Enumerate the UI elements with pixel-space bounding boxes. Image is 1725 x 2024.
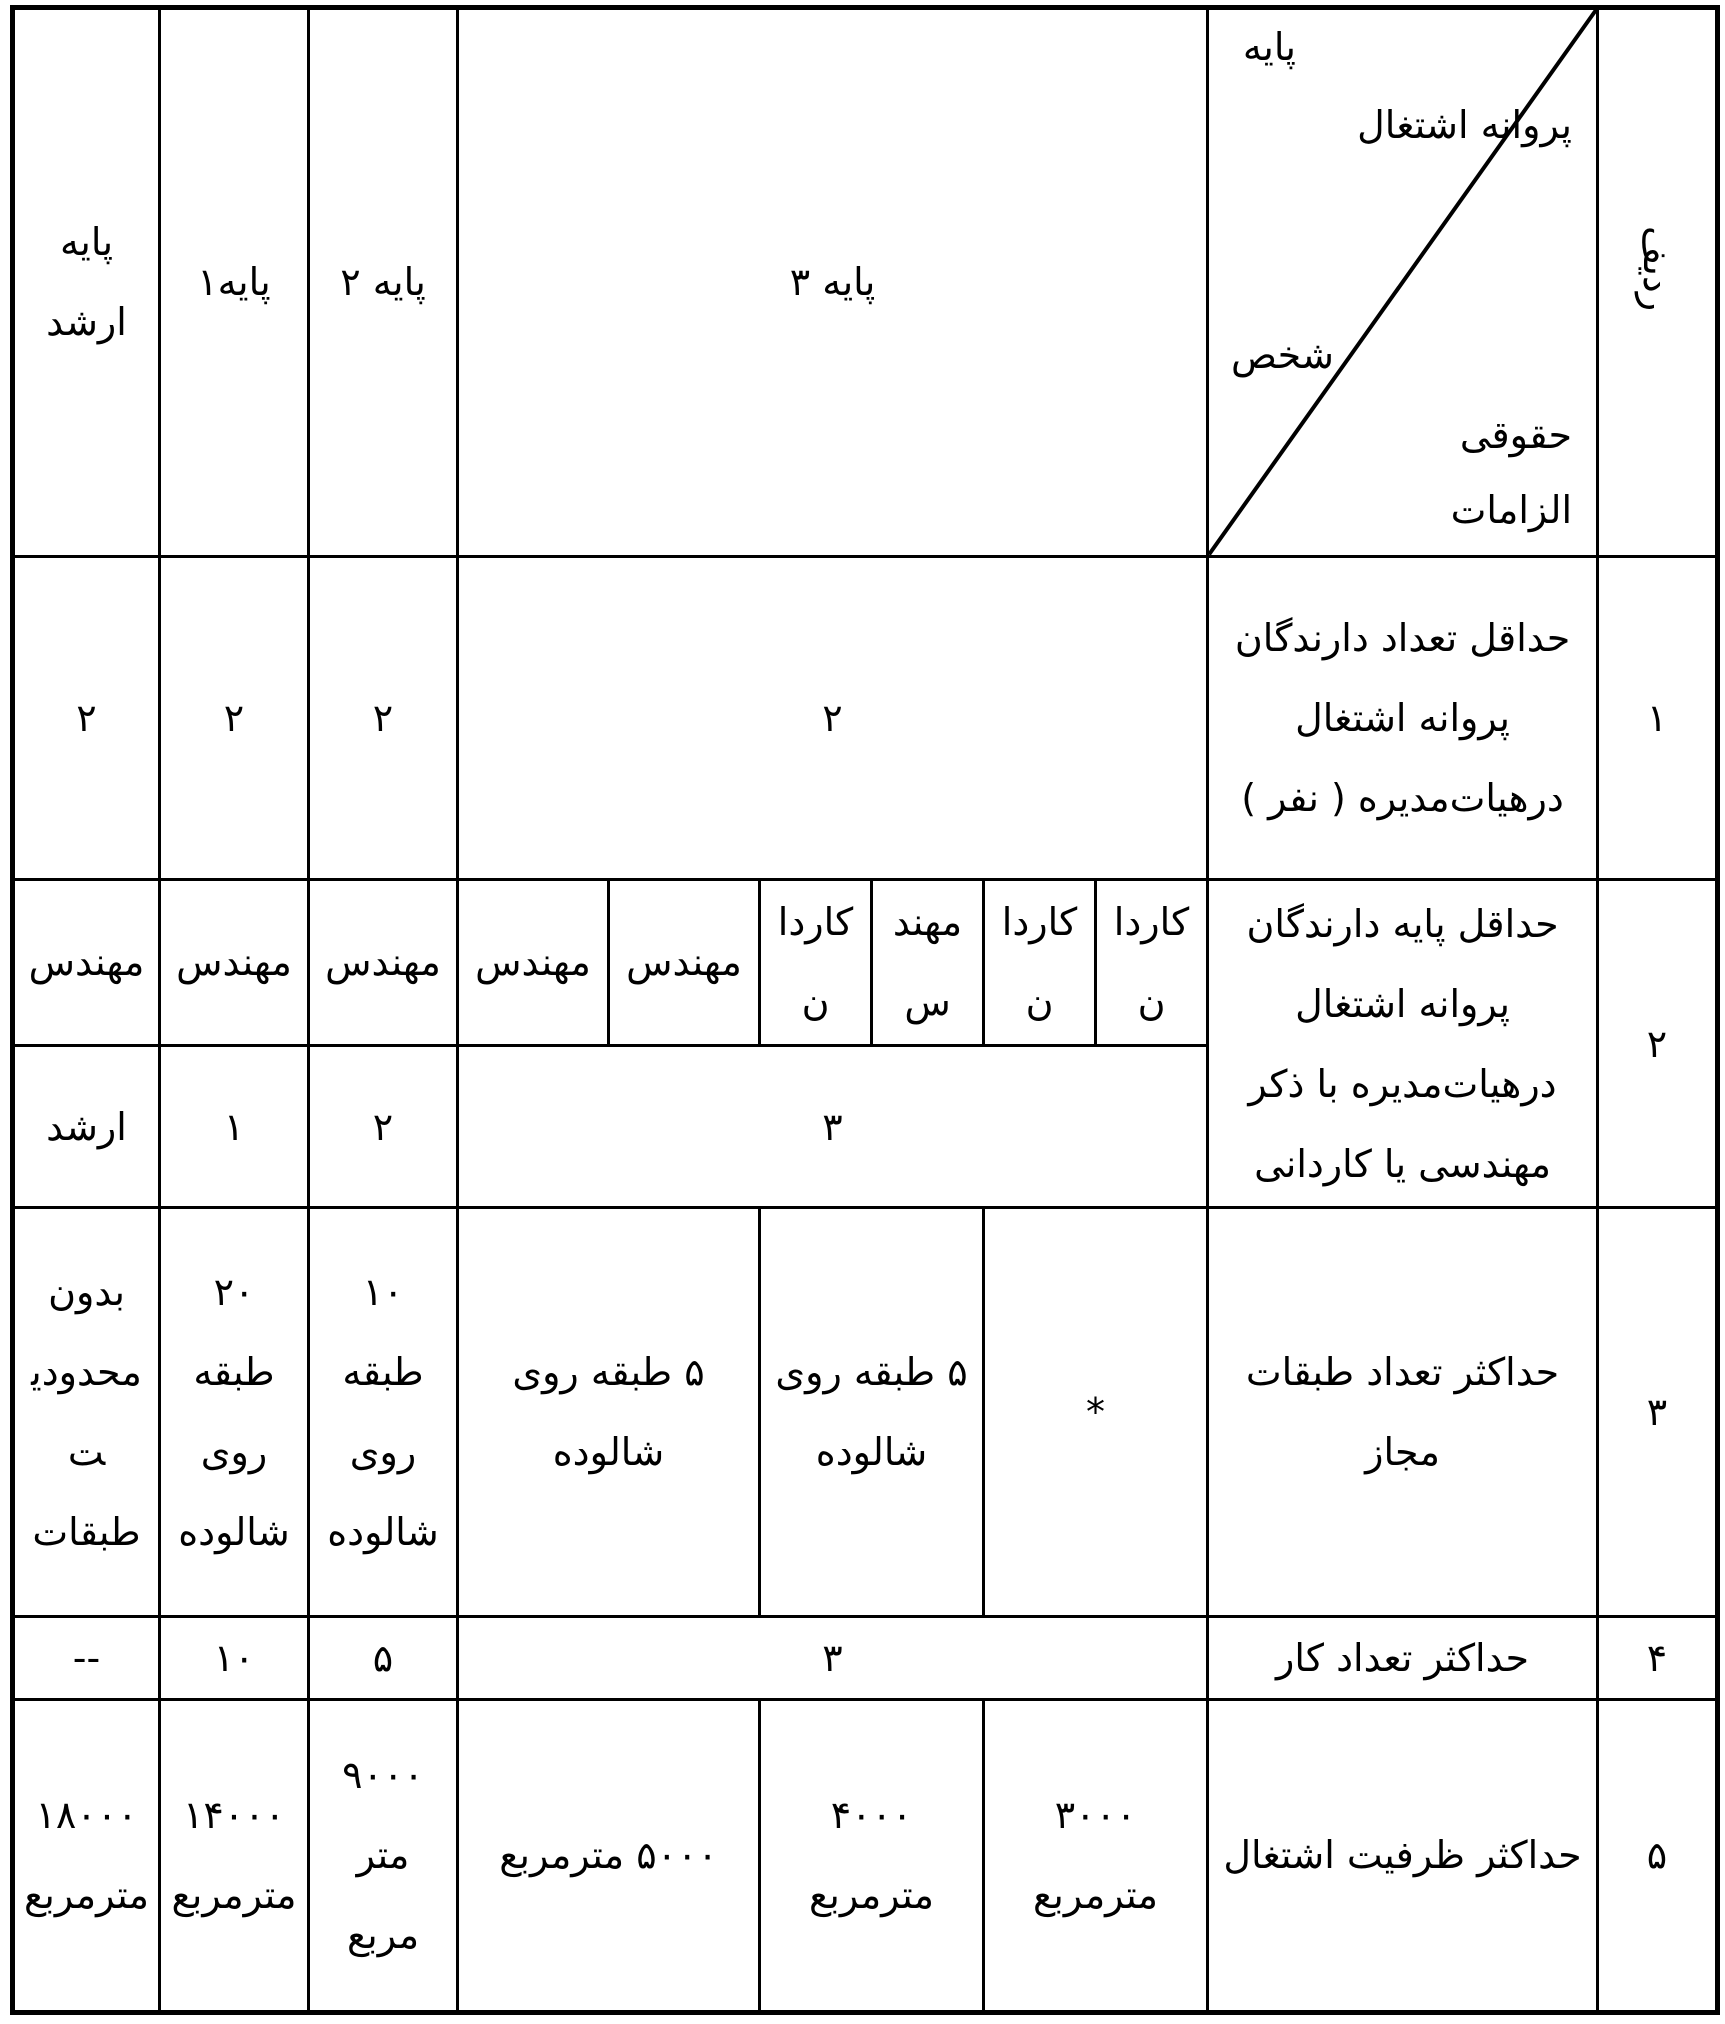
cell-base2: ۹۰۰۰ متر مربع (309, 1699, 458, 2012)
cell-base3: ۳ (458, 1046, 1208, 1208)
license-requirements-table (10, 5, 1720, 2015)
cell-senior: -- (13, 1616, 160, 1699)
col-header-base1: پایه۱ (160, 8, 309, 557)
row-label: حداکثر تعداد طبقات مجاز (1208, 1208, 1598, 1616)
table-row (13, 1208, 1718, 1616)
grade-cell: مهندس (458, 879, 609, 1045)
col-header-base3: پایه ۳ (458, 8, 1208, 557)
grade-cell: مهندس (609, 879, 760, 1045)
grade-cell: کاردان (984, 879, 1096, 1045)
row-number: ۴ (1598, 1616, 1718, 1699)
diag-person-label: شخص (1231, 333, 1334, 377)
col-header-base2: پایه ۲ (309, 8, 458, 557)
cell-base1: ۱ (160, 1046, 309, 1208)
diag-license-label: پروانه اشتغال (1357, 103, 1573, 147)
cell-base3-c: ۵ طبقه روی شالوده (458, 1208, 760, 1616)
cell-senior: ۱۸۰۰۰ مترمربع (13, 1699, 160, 2012)
grade-cell: مهندس (13, 879, 160, 1045)
cell-base2: ۱۰ طبقه روی شالوده (309, 1208, 458, 1616)
cell-base3-b: ۴۰۰۰ مترمربع (760, 1699, 984, 2012)
table-row (13, 1699, 1718, 2012)
cell-base3-a: * (984, 1208, 1208, 1616)
table-row (13, 556, 1718, 879)
row-number: ۲ (1598, 879, 1718, 1207)
row-label: حداکثر ظرفیت اشتغال (1208, 1699, 1598, 2012)
row-number-header (1598, 8, 1718, 557)
grade-cell: مهندس (309, 879, 458, 1045)
cell-senior: بدون محدودیت طبقات (13, 1208, 160, 1616)
row-number-header-label: ردیف (1635, 226, 1680, 312)
row-label: حداقل تعداد دارندگان پروانه اشتغال درهیات‌مدیره ( نفر ) (1208, 556, 1598, 879)
cell-base3-a: ۳۰۰۰ مترمربع (984, 1699, 1208, 2012)
grade-cell: مهندس (160, 879, 309, 1045)
cell-base3-c: ۵۰۰۰ مترمربع (458, 1699, 760, 2012)
diag-base-label: پایه (1242, 25, 1297, 69)
cell-base3: ۲ (458, 556, 1208, 879)
diag-legal-label: حقوقی (1459, 413, 1573, 457)
header-row (13, 8, 1718, 557)
grade-cell: مهندس (872, 879, 984, 1045)
diagonal-divider (1209, 10, 1596, 555)
grade-cell: کاردان (760, 879, 872, 1045)
grade-cell: کاردان (1096, 879, 1208, 1045)
cell-base3: ۳ (458, 1616, 1208, 1699)
row-label: حداقل پایه دارندگان پروانه اشتغال درهیات‌مدیره با ذکر مهندسی یا کاردانی (1208, 879, 1598, 1207)
row-number: ۱ (1598, 556, 1718, 879)
cell-base1: ۱۴۰۰۰ مترمربع (160, 1699, 309, 2012)
cell-base2: ۲ (309, 1046, 458, 1208)
row-number: ۵ (1598, 1699, 1718, 2012)
table-row (13, 1616, 1718, 1699)
col-header-senior: پایه ارشد (13, 8, 160, 557)
cell-base1: ۲ (160, 556, 309, 879)
diag-requirements-label: الزامات (1450, 488, 1573, 532)
row-number: ۳ (1598, 1208, 1718, 1616)
cell-base1: ۲۰ طبقه روی شالوده (160, 1208, 309, 1616)
cell-senior: ارشد (13, 1046, 160, 1208)
cell-senior: ۲ (13, 556, 160, 879)
table-row (13, 879, 1718, 1045)
row-label: حداکثر تعداد کار (1208, 1616, 1598, 1699)
cell-base2: ۲ (309, 556, 458, 879)
cell-base2: ۵ (309, 1616, 458, 1699)
cell-base1: ۱۰ (160, 1616, 309, 1699)
cell-base3-b: ۵ طبقه روی شالوده (760, 1208, 984, 1616)
diagonal-header-cell (1208, 8, 1598, 557)
